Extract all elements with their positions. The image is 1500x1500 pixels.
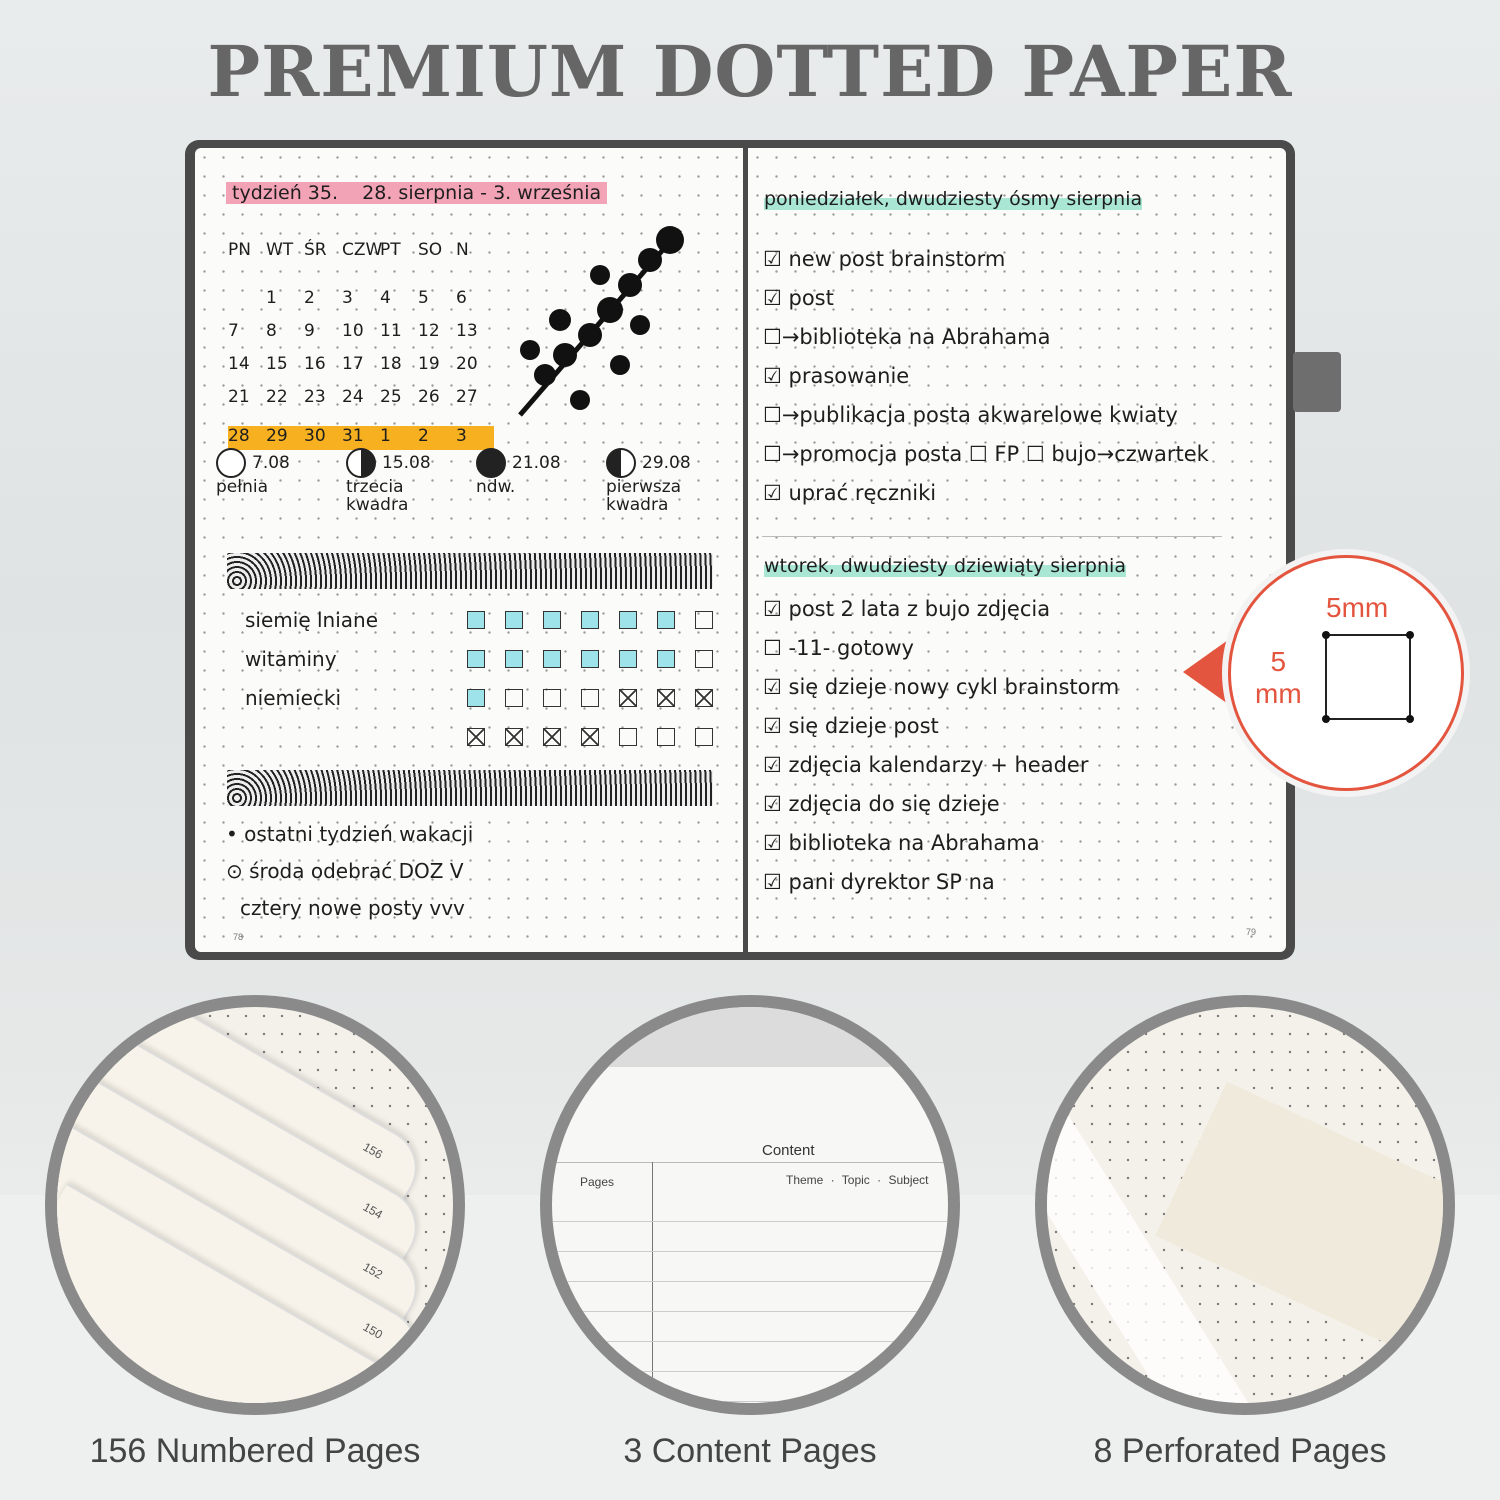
dot-spacing-magnifier — [1228, 555, 1464, 791]
calendar-day: 2 — [304, 288, 315, 308]
task-item: ☑ pani dyrektor SP na — [763, 870, 995, 894]
moon-phase — [216, 448, 308, 514]
calendar-day: 24 — [342, 387, 364, 407]
task-item: ☑ new post brainstorm — [763, 247, 1006, 271]
page-number: 78 — [233, 932, 244, 942]
task-item: ☐ -11- gotowy — [763, 636, 914, 660]
habit-checkbox — [657, 728, 675, 746]
grid-square — [1325, 634, 1411, 720]
content-pages-caption: 3 Content Pages — [623, 1432, 877, 1470]
habit-checkbox — [657, 611, 675, 629]
calendar-day: 29 — [266, 426, 288, 446]
habit-checkbox — [695, 728, 713, 746]
content-heading: Content — [762, 1142, 815, 1159]
moon-icon — [346, 448, 376, 478]
calendar-day: 31 — [342, 426, 364, 446]
subject-column-header: Theme · Topic · Subject — [786, 1173, 929, 1187]
calendar-day: 8 — [266, 321, 277, 341]
task-item: ☐→biblioteka na Abrahama — [763, 325, 1051, 349]
habit-checkbox — [619, 689, 637, 707]
page-number: 154 — [360, 1199, 385, 1222]
divider — [762, 536, 1222, 537]
page-number: 79 — [1246, 927, 1257, 937]
habit-row — [245, 639, 713, 678]
habit-row — [245, 717, 713, 756]
week-row — [228, 387, 494, 420]
calendar-day: 19 — [418, 354, 440, 374]
content-pages-circle — [540, 995, 960, 1415]
numbered-pages-circle — [45, 995, 465, 1415]
habit-checkbox — [581, 650, 599, 668]
moon-label: pierwsza kwadra — [606, 477, 682, 515]
page-title: PREMIUM DOTTED PAPER — [207, 30, 1293, 113]
numbered-pages-caption: 156 Numbered Pages — [89, 1432, 421, 1470]
habit-row — [245, 678, 713, 717]
calendar-day: 27 — [456, 387, 478, 407]
calendar-day: 14 — [228, 354, 250, 374]
note-item: • ostatni tydzień wakacji — [226, 822, 474, 846]
task-item: ☑ zdjęcia kalendarzy + header — [763, 753, 1089, 777]
calendar-day: 25 — [380, 387, 402, 407]
page-number: 156 — [360, 1139, 385, 1162]
calendar-day: 9 — [304, 321, 315, 341]
weekday-label: PN — [228, 240, 251, 260]
habit-checkbox — [505, 728, 523, 746]
day-heading: poniedziałek, dwudziesty ósmy sierpnia — [764, 188, 1143, 210]
calendar-day: 17 — [342, 354, 364, 374]
weekday-label: ŚR — [304, 240, 327, 260]
calendar-day: 1 — [266, 288, 277, 308]
calendar-day: 22 — [266, 387, 288, 407]
calendar-day: 12 — [418, 321, 440, 341]
habit-checkbox — [619, 728, 637, 746]
task-item: ☑ zdjęcia do się dzieje — [763, 792, 1000, 816]
habit-checkbox — [581, 689, 599, 707]
moon-date: 7.08 — [252, 453, 290, 473]
pages-column-header: Pages — [580, 1175, 615, 1189]
day-heading: wtorek, dwudziesty dziewiąty sierpnia — [764, 555, 1126, 577]
habit-label: witaminy — [245, 646, 337, 671]
height-unit: mm — [1255, 678, 1302, 709]
calendar-day: 28 — [228, 426, 250, 446]
task-item: ☑ prasowanie — [763, 364, 910, 388]
habit-checkbox — [695, 689, 713, 707]
habit-checkbox — [695, 650, 713, 668]
pointer-arrow — [1183, 640, 1228, 704]
calendar-day: 3 — [456, 426, 467, 446]
task-item: ☐→publikacja posta akwarelowe kwiaty — [763, 403, 1178, 427]
plant-illustration — [500, 215, 700, 425]
calendar-day: 18 — [380, 354, 402, 374]
habit-checkbox — [543, 611, 561, 629]
calendar-day: 5 — [418, 288, 429, 308]
habit-checkbox — [543, 728, 561, 746]
week-row — [228, 426, 494, 450]
week-row — [228, 354, 494, 387]
calendar-day: 16 — [304, 354, 326, 374]
week-range: 28. sierpnia - 3. września — [362, 182, 602, 204]
moon-date: 29.08 — [642, 453, 691, 473]
habit-row — [245, 600, 713, 639]
task-item: ☑ się dzieje nowy cykl brainstorm — [763, 675, 1120, 699]
perforated-pages-caption: 8 Perforated Pages — [1093, 1432, 1387, 1470]
calendar-day: 2 — [418, 426, 429, 446]
mini-calendar — [228, 240, 494, 450]
moon-label: trzecia kwadra — [346, 477, 409, 515]
habit-checkbox — [505, 650, 523, 668]
weekday-label: CZW — [342, 240, 383, 260]
habit-checkbox — [581, 728, 599, 746]
moon-label: ndw. — [476, 477, 516, 497]
habit-checkbox — [581, 611, 599, 629]
calendar-day: 30 — [304, 426, 326, 446]
habit-checkbox — [543, 650, 561, 668]
habit-label: niemiecki — [245, 685, 342, 710]
habit-checkbox — [505, 689, 523, 707]
moon-phase — [476, 448, 568, 514]
page-number: 148 — [360, 1379, 385, 1402]
task-item: ☐→promocja posta ☐ FP ☐ bujo→czwartek — [763, 442, 1209, 466]
habit-checkbox — [695, 611, 713, 629]
note-item: ⊙ środa odebrać DOZ V — [226, 859, 464, 883]
weekday-label: N — [456, 240, 469, 260]
calendar-day: 10 — [342, 321, 364, 341]
week-number: tydzień 35. — [232, 182, 338, 204]
habit-checkbox — [543, 689, 561, 707]
page-number: 152 — [360, 1259, 385, 1282]
weekday-label: SO — [418, 240, 443, 260]
task-item: ☑ uprać ręczniki — [763, 481, 937, 505]
perforated-pages-circle — [1035, 995, 1455, 1415]
task-item: ☑ biblioteka na Abrahama — [763, 831, 1040, 855]
calendar-day: 20 — [456, 354, 478, 374]
page-number: 150 — [360, 1319, 385, 1342]
weekday-label: PT — [380, 240, 401, 260]
task-item: ☑ post 2 lata z bujo zdjęcia — [763, 597, 1051, 621]
height-label — [1255, 646, 1302, 710]
task-item: ☑ się dzieje post — [763, 714, 939, 738]
week-row — [228, 288, 494, 321]
width-label: 5mm — [1326, 592, 1389, 623]
weekday-row — [228, 240, 494, 288]
habit-checkbox — [505, 611, 523, 629]
moon-phase — [606, 448, 698, 514]
habit-tracker — [245, 600, 713, 756]
moon-date: 15.08 — [382, 453, 431, 473]
task-list — [763, 590, 1119, 902]
calendar-day — [228, 288, 266, 321]
habit-checkbox — [467, 611, 485, 629]
height-value: 5 — [1270, 646, 1287, 677]
calendar-day: 6 — [456, 288, 467, 308]
calendar-day: 21 — [228, 387, 250, 407]
habit-checkbox — [467, 650, 485, 668]
moon-phases — [216, 448, 698, 514]
calendar-day: 1 — [380, 426, 391, 446]
notes-list — [226, 816, 473, 927]
lace-tape — [227, 770, 713, 806]
calendar-day: 26 — [418, 387, 440, 407]
moon-phase — [346, 448, 438, 514]
calendar-day: 3 — [342, 288, 353, 308]
habit-checkbox — [619, 611, 637, 629]
habit-checkbox — [657, 650, 675, 668]
moon-icon — [476, 448, 506, 478]
calendar-day: 23 — [304, 387, 326, 407]
moon-icon — [216, 448, 246, 478]
calendar-day: 7 — [228, 321, 239, 341]
habit-checkbox — [467, 689, 485, 707]
moon-date: 21.08 — [512, 453, 561, 473]
lace-tape — [227, 553, 713, 589]
calendar-day: 11 — [380, 321, 402, 341]
week-row — [228, 321, 494, 354]
elastic-band — [1293, 352, 1341, 412]
weekday-label: WT — [266, 240, 294, 260]
week-header — [226, 182, 607, 204]
moon-icon — [606, 448, 636, 478]
calendar-day: 15 — [266, 354, 288, 374]
habit-label: siemię lniane — [245, 607, 379, 632]
note-item: cztery nowe posty vvv — [240, 896, 465, 920]
moon-label: pełnia — [216, 477, 268, 497]
calendar-day: 4 — [380, 288, 391, 308]
task-list — [763, 240, 1209, 513]
habit-checkbox — [467, 728, 485, 746]
habit-checkbox — [619, 650, 637, 668]
task-item: ☑ post — [763, 286, 834, 310]
calendar-day: 13 — [456, 321, 478, 341]
habit-checkbox — [657, 689, 675, 707]
